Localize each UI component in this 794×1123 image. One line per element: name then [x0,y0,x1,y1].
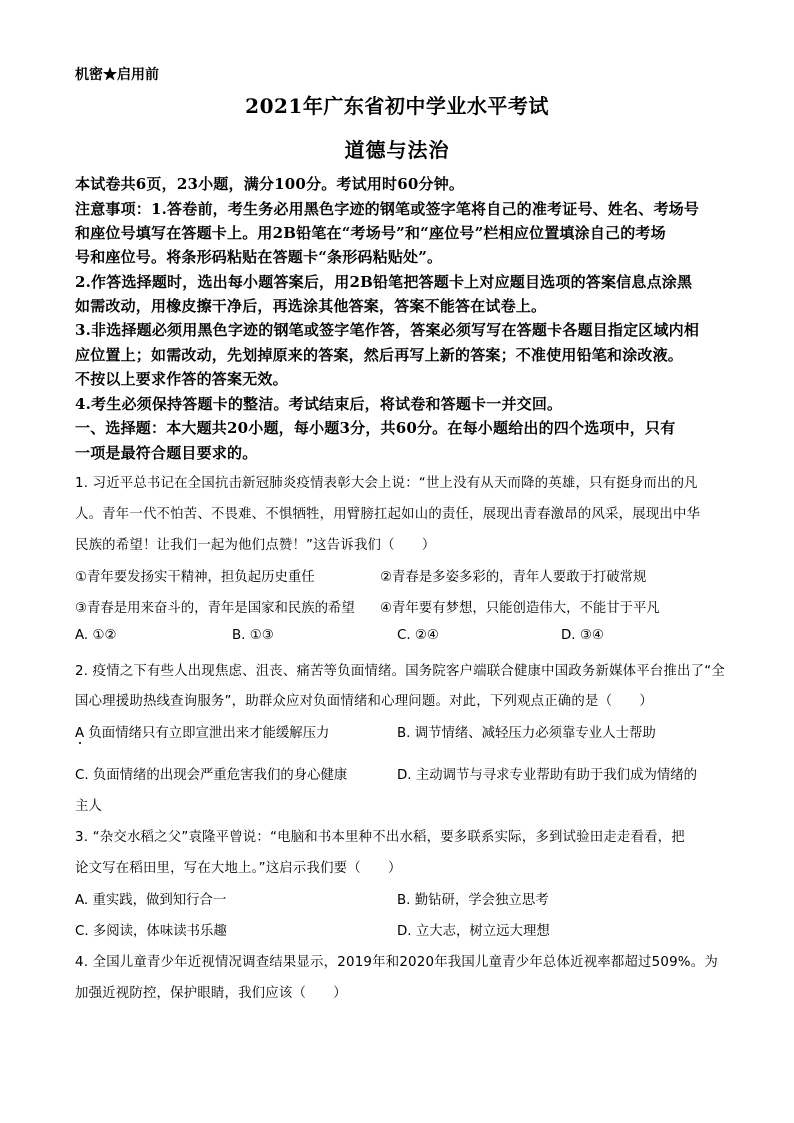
instruction-line: 注意事项：1.答卷前，考生务必用黑色字迹的钢笔或签字笔将自己的准考证号、姓名、考场号 [75,200,700,218]
statement-4: ④青年要有梦想，只能创造伟大，不能甘于平凡 [380,601,660,616]
option-b[interactable]: B. ①③ [232,628,274,643]
option-c[interactable]: C. 多阅读，体味读书乐趣 [75,924,227,939]
option-a[interactable]: A. ①② [75,628,117,643]
scan-dot [79,742,81,744]
instruction-line: 4.考生必须保持答题卡的整洁。考试结束后，将试卷和答题卡一并交回。 [75,395,563,413]
instruction-line: 2.作答选择题时，选出每小题答案后，用2B铅笔把答题卡上对应题目选项的答案信息点涂黑 [75,273,693,291]
option-a[interactable]: A. 重实践，做到知行合一 [75,893,227,908]
instruction-line: 本试卷共6页，23小题，满分100分。考试用时60分钟。 [75,175,465,193]
section-heading: 一、选择题：本大题共20小题，每小题3分，共60分。在每小题给出的四个选项中，只有 [75,419,676,437]
instruction-line: 不按以上要求作答的答案无效。 [75,370,288,388]
subject-title: 道德与法治 [344,138,450,162]
statement-1: ①青年要发扬实干精神，担负起历史重任 [75,570,315,585]
question-3-stem: 3. “杂交水稻之父”袁隆平曾说：“电脑和书本里种不出水稻，要多联系实际，多到试验田走走看看，把 [75,830,685,845]
instruction-line: 应位置上；如需改动，先划掉原来的答案，然后再写上新的答案；不准使用铅笔和涂改液。 [75,346,684,364]
statement-2: ②青春是多姿多彩的，青年人要敢于打破常规 [380,570,647,585]
option-d-continued: 主人 [75,799,102,814]
instruction-line: 和座位号填写在答题卡上。用2B铅笔在“考场号”和“座位号”栏相应位置填涂自己的考场 [75,224,666,242]
instruction-line: 号和座位号。将条形码粘贴在答题卡“条形码粘贴处”。 [75,248,443,266]
question-4-stem: 加强近视防控，保护眼睛，我们应该（ ） [75,986,347,1001]
exam-title: 2021年广东省初中学业水平考试 [245,94,549,118]
option-b[interactable]: B. 勤钻研，学会独立思考 [397,893,549,908]
question-3-stem: 论文写在稻田里，写在大地上。”这启示我们要（ ） [75,861,402,876]
question-4-stem: 4. 全国儿童青少年近视情况调查结果显示，2019年和2020年我国儿童青少年总体近视率都超过509%。为 [75,955,718,970]
option-d[interactable]: D. 主动调节与寻求专业帮助有助于我们成为情绪的 [397,768,698,783]
option-d[interactable]: D. 立大志，树立远大理想 [397,924,550,939]
option-c[interactable]: C. ②④ [397,628,439,643]
instruction-line: 如需改动，用橡皮擦干净后，再选涂其他答案，答案不能答在试卷上。 [75,297,547,315]
confidential-mark: 机密★启用前 [75,67,159,83]
question-1-stem: 民族的希望！让我们一起为他们点赞！”这告诉我们（ ） [75,538,436,553]
question-2-stem: 2. 疫情之下有些人出现焦虑、沮丧、痛苦等负面情绪。国务院客户端联合健康中国政务新媒体平台推出了“全 [75,664,725,679]
question-1-stem: 人。青年一代不怕苦、不畏难、不惧牺牲，用臂膀扛起如山的责任，展现出青春激昂的风采，展现出中华 [75,507,701,522]
question-1-stem: 1. 习近平总书记在全国抗击新冠肺炎疫情表彰大会上说：“世上没有从天而降的英雄，只有挺身而出的凡 [75,476,698,491]
instruction-line: 3.非选择题必须用黑色字迹的钢笔或签字笔作答，答案必须写写在答题卡各题目指定区域内相 [75,321,700,339]
option-b[interactable]: B. 调节情绪、减轻压力必须靠专业人士帮助 [397,726,656,741]
statement-3: ③青春是用来奋斗的，青年是国家和民族的希望 [75,601,355,616]
option-c[interactable]: C. 负面情绪的出现会严重危害我们的身心健康 [75,768,348,783]
option-d[interactable]: D. ③④ [561,628,604,643]
option-a[interactable]: A 负面情绪只有立即宣泄出来才能缓解压力 [75,726,330,741]
section-heading: 一项是最符合题目要求的。 [75,444,258,462]
question-2-stem: 国心理援助热线查询服务”，助群众应对负面情绪和心理问题。对此，下列观点正确的是（ ） [75,694,653,709]
